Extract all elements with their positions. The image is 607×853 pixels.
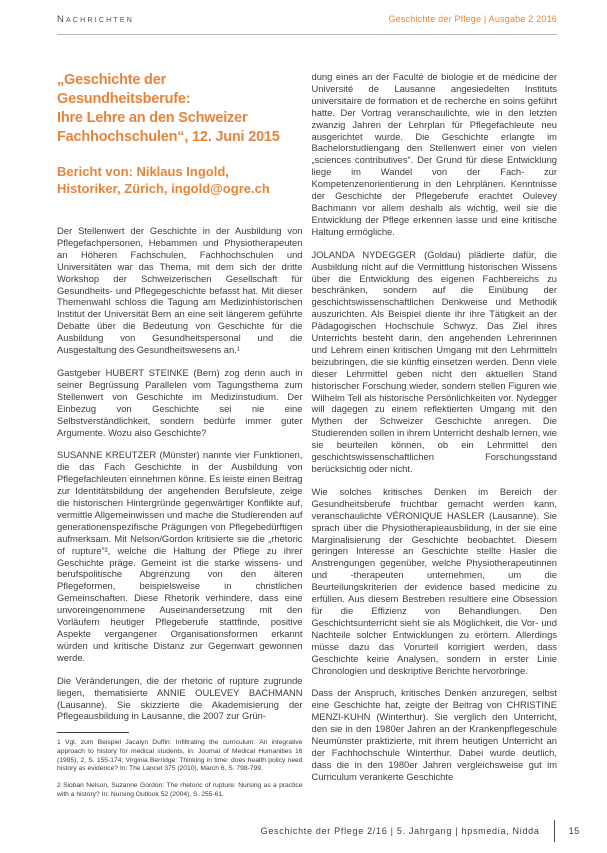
paragraph: Die Veränderungen, die der rhetoric of rupture zugrunde liegen, thematisierte ANNIE OULEVEY BACHMANN (Lausanne). Sie skizzierte die Akademisierung der Pflegeausbildung in Lausanne, die 2007 zur Grün- <box>57 674 303 722</box>
article-title <box>57 71 303 147</box>
byline-line: Bericht von: Niklaus Ingold, <box>57 164 229 179</box>
article-title-line: Fachhochschulen“, 12. Juni 2015 <box>57 129 280 145</box>
article-title-line: „Geschichte der Gesundheitsberufe: <box>57 72 191 107</box>
paragraph: SUSANNE KREUTZER (Münster) nannte vier Funktionen, die das Fach Geschichte in der Ausbildung von Pflegefachleuten einnehmen könne. Es leiste einen Beitrag zur Identitätsbildung der angehenden Berufsleute, zeige die historischen Hintergründe gegenwärtiger Konflikte auf, vermittle Allgemeinwissen und mache die Studierenden auf generationenspezifische Prägungen von Pflegebedürftigen aufmerksam. Mit Nelson/Gordon kritisierte sie die „rhetoric of rupture“², welche die Haltung der Pflege zu ihrer Geschichte präge. Gemeint ist die starke wissens- und berufspolitische Abgrenzung von den älteren Pflegeformen, beispielsweise in christlichen Gemeinschaften. Diese Rhetorik verhindere, dass eine unvoreingenommene Auseinandersetzung mit den Vorläufern heutiger Pflegeberufe stattfinde, positive Aspekte vergangener Organisationsformen erkannt würden und kritische Distanz zur Gegenwart gewonnen werde. <box>57 449 303 663</box>
footnote-separator <box>57 732 129 733</box>
paragraph: JOLANDA NYDEGGER (Goldau) plädierte dafür, die Ausbildung nicht auf die Vermittlung historischen Wissens über die Entwicklung des eigenen Fachbereichs zu beschränken, sondern auf die Einübung der geschichtswissenschaftlichen Denkweise und Methodik auszurichten. Als Beispiel diente ihr ihre Tätigkeit an der Pädagogischen Hochschule Schwyz. Das Ziel ihres Unterrichts besteht darin, den angehenden Lehrerinnen und Lehrern einen kritischen Umgang mit den Lehrmitteln beizubringen, die sie künftig einsetzen werden. Denn viele dieser Lehrmittel geben nicht den aktuellen Stand historischer Forschung wieder, sondern stellen Figuren wie Wilhelm Tell als historische Persönlichkeiten vor. Nydegger will dagegen zu einem reflektierten Umgang mit den Mythen der Schweizer Geschichte anregen. Die Studierenden sollen in ihrem Unterricht deshalb lernen, wie sie beurteilen können, ob ein Lehrmittel den geschichtswissenschaftlichen Forschungsstand berücksichtig oder nicht. <box>311 248 557 474</box>
section-label: Nachrichten <box>57 14 134 25</box>
page-footer <box>57 809 580 853</box>
article-title-line: Ihre Lehre an den Schweizer <box>57 110 248 126</box>
footer-divider <box>554 820 555 842</box>
right-column <box>312 71 558 809</box>
paragraph: Der Stellenwert der Geschichte in der Ausbildung von Pflegefachpersonen, Hebammen und Physiotherapeuten an Höheren Fachschulen, Fachhochschulen und Universitäten war das Thema, mit dem sich der dritte Workshop der Schweizerischen Gesellschaft für Gesundheits- und Pflegegeschichte befasst hat. Mit dieser Themenwahl schloss die Tagung am Medizinhistorischen Institut der Universität Bern an eine seit längerem geführte Debatte über die Bedeutung von Geschichte für die Ausbildung von Gesundheitspersonal und die Ausgestaltung des Gesundheitswesens an.¹ <box>57 225 303 356</box>
paragraph: Wie solches kritisches Denken im Bereich der Gesundheitsberufe fruchtbar gemacht werden kann, veranschaulichte VÉRONIQUE HASLER (Lausanne). Sie sprach über die Physiotherapieausbildung, in der sie eine Marginalisierung der Geschichte beobachtet. Diesem geringen Interesse an Geschichte stellte Hasler die Anstrengungen gegenüber, welche Physiotherapeutinnen und -therapeuten unternehmen, um die Beurteilungskriterien der evidence based medicine zu erfüllen. Aus diesem Bestreben resultiere eine Obsession für die Effizienz von Behandlungen. Den Geschichtsunterricht sieht sie als Möglichkeit, die Vor- und Nachteile solcher Entwicklungen zu erörtern. Allerdings müsse dazu das Vorurteil korrigiert werden, dass Geschichte keine Analysen, sondern in erster Linie Chronologien und deskriptive Berichte hervorbringe. <box>311 485 557 676</box>
paragraph: dung eines an der Faculté de biologie et de médicine der Université de Lausanne angesiedelten Instituts universitaire de formation et de recherche en soins geführt hatte. Der Vortrag veranschaulichte, wie in den letzten zwanzig Jahren der Lehrplan für Pflegefachleute neu ausgerichtet wurde. Die Geschichte erlangte im Bachelorstudiengang den Stellenwert einer von vielen „sciences contributives“. Der Grund für diese Entwicklung liege im Wandel von der Fach- zur Kompetenzenorientierung in den Lehrplänen. Kenntnisse der Geschichte der Pflegeberufe erachtet Oulevey Bachmann vor allem deshalb als wichtig, weil sie die Entwicklung der Pflege erkennen lasse und eine kritische Haltung ermögliche. <box>311 71 557 237</box>
article-byline <box>57 163 303 197</box>
footer-imprint: Geschichte der Pflege 2/16 | 5. Jahrgang | hpsmedia, Nidda <box>260 826 540 836</box>
left-column <box>57 71 303 809</box>
paragraph: Gastgeber HUBERT STEINKE (Bern) zog denn auch in seiner Begrüssung Parallelen vom Tagungsthema zum Stellenwert von Geschichte im Medizinstudium. Der Einbezug von Geschichte sei nie eine Selbstverständlichkeit, sondern bedürfe immer guter Argumente. Wozu also Geschichte? <box>57 366 303 438</box>
footnotes <box>57 722 303 809</box>
article-body <box>57 35 557 809</box>
footnote-2: 2 Sioban Nelson, Suzanne Gordon: The rhetoric of rupture: Nursing as a practice with a history? In: Nursing Outlook 52 (2004), S. 255-61. <box>57 782 303 798</box>
paragraph: Dass der Anspruch, kritisches Denken anzuregen, selbst eine Geschichte hat, zeigte der Beitrag von CHRISTINE MENZI-KUHN (Winterthur). Sie verglich den Unterricht, den sie in den 1980er Jahren an der Krankenpflegeschule Neumünster praktizierte, mit ihrem heutigen Unterricht an der Fachhochschule Winterthur. Dabei wurde deutlich, dass die in den 1980er Jahren vergleichsweise gut im Curriculum verankerte Geschichte <box>311 687 557 782</box>
running-head <box>57 14 557 35</box>
byline-line: Historiker, Zürich, ingold@ogre.ch <box>57 181 270 196</box>
footnote-1: 1 Vgl. zum Beispiel Jacalyn Duffin: Infiltrating the curriculum: An integrative approach to history for medical students, in: Journal of Medical Humanities 16 (1995), 2, S. 155-174; Virginia Berridge: Thinking in time: does health policy need history as evidence? In: The Lancet 375 (2010), March 6, S. 798-799. <box>57 739 303 773</box>
issue-label: Geschichte der Pflege | Ausgabe 2 2016 <box>388 14 557 24</box>
page-number: 15 <box>568 826 580 836</box>
